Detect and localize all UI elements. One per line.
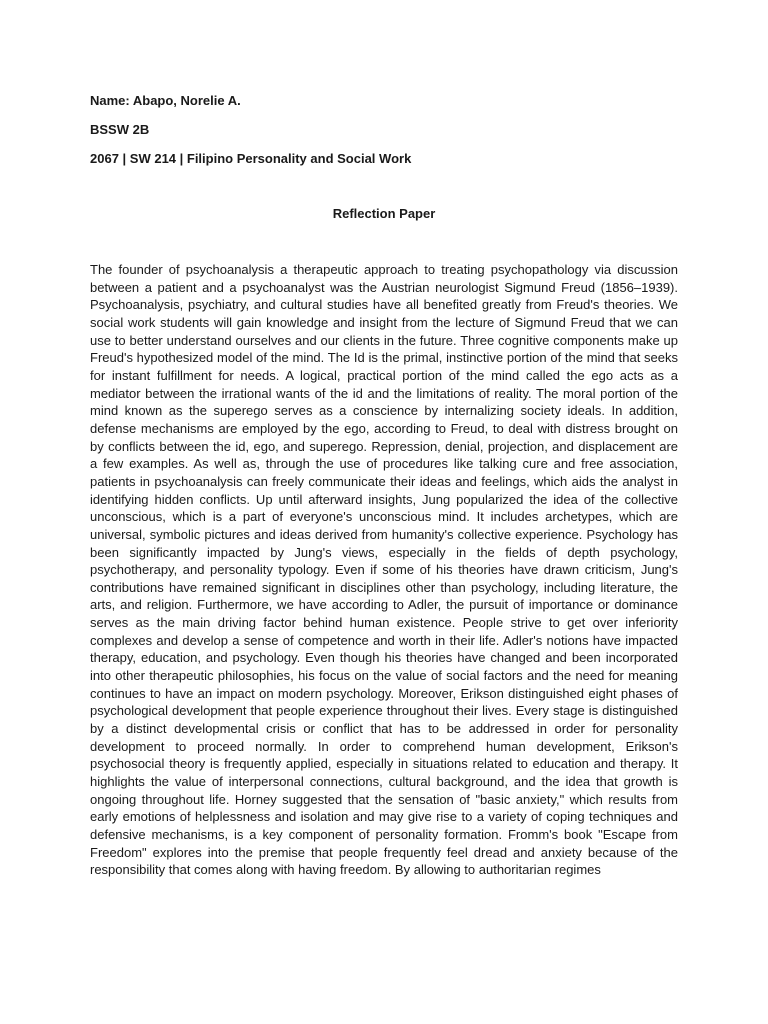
body-paragraph: The founder of psychoanalysis a therapeutic approach to treating psychopathology via discussion between a patient and a psychoanalyst was the Austrian neurologist Sigmund Freud (1856–1939). Psychoanalysis, psychiatry, and cultural studies have all benefited greatly from Freud's theories. We social work students will gain knowledge and insight from the lecture of Sigmund Freud that we can use to better understand ourselves and our clients in the future. Three cognitive components make up Freud's hypothesized model of the mind. The Id is the primal, instinctive portion of the mind that seeks for instant fulfillment for needs. A logical, practical portion of the mind called the ego acts as a mediator between the irrational wants of the id and the limitations of reality. The moral portion of the mind known as the superego serves as a conscience by internalizing society ideals. In addition, defense mechanisms are employed by the ego, according to Freud, to deal with distress brought on by conflicts between the id, ego, and superego. Repression, denial, projection, and displacement are a few examples. As well as, through the use of procedures like talking cure and free association, patients in psychoanalysis can freely communicate their ideas and feelings, which aids the analyst in identifying hidden conflicts. Up until afterward insights, Jung popularized the idea of the collective unconscious, which is a part of everyone's unconscious mind. It includes archetypes, which are universal, symbolic pictures and ideas derived from humanity's collective experience. Psychology has been significantly impacted by Jung's views, especially in the fields of depth psychology, psychotherapy, and personality typology. Even if some of his theories have drawn criticism, Jung's contributions have remained significant in disciplines other than psychology, including literature, the arts, and religion. Furthermore, we have according to Adler, the pursuit of importance or dominance serves as the main driving factor behind human existence. People strive to get over inferiority complexes and develop a sense of competence and worth in their life. Adler's notions have impacted therapy, education, and psychology. Even though his theories have changed and been incorporated into other therapeutic philosophies, his focus on the value of social factors and the need for meaning continues to have an impact on modern psychology. Moreover, Erikson distinguished eight phases of psychological development that people experience throughout their lives. Every stage is distinguished by a distinct developmental crisis or conflict that has to be addressed in order for personality development to proceed normally. In order to comprehend human development, Erikson's psychosocial theory is frequently applied, especially in situations related to education and therapy. It highlights the value of interpersonal connections, cultural background, and the idea that growth is ongoing throughout life. Horney suggested that the sensation of "basic anxiety," which results from early emotions of helplessness and isolation and may give rise to a variety of coping techniques and defensive mechanisms, is a key component of personality formation. Fromm's book "Escape from Freedom" explores into the premise that people frequently feel dread and anxiety because of the responsibility that comes along with having freedom. By allowing to authoritarian regimes (90, 262, 678, 878)
course-info: 2067 | SW 214 | Filipino Personality and Social Work (90, 151, 412, 166)
paper-title: Reflection Paper (332, 206, 436, 221)
student-section: BSSW 2B (90, 122, 150, 137)
student-name: Name: Abapo, Norelie A. (90, 93, 241, 108)
